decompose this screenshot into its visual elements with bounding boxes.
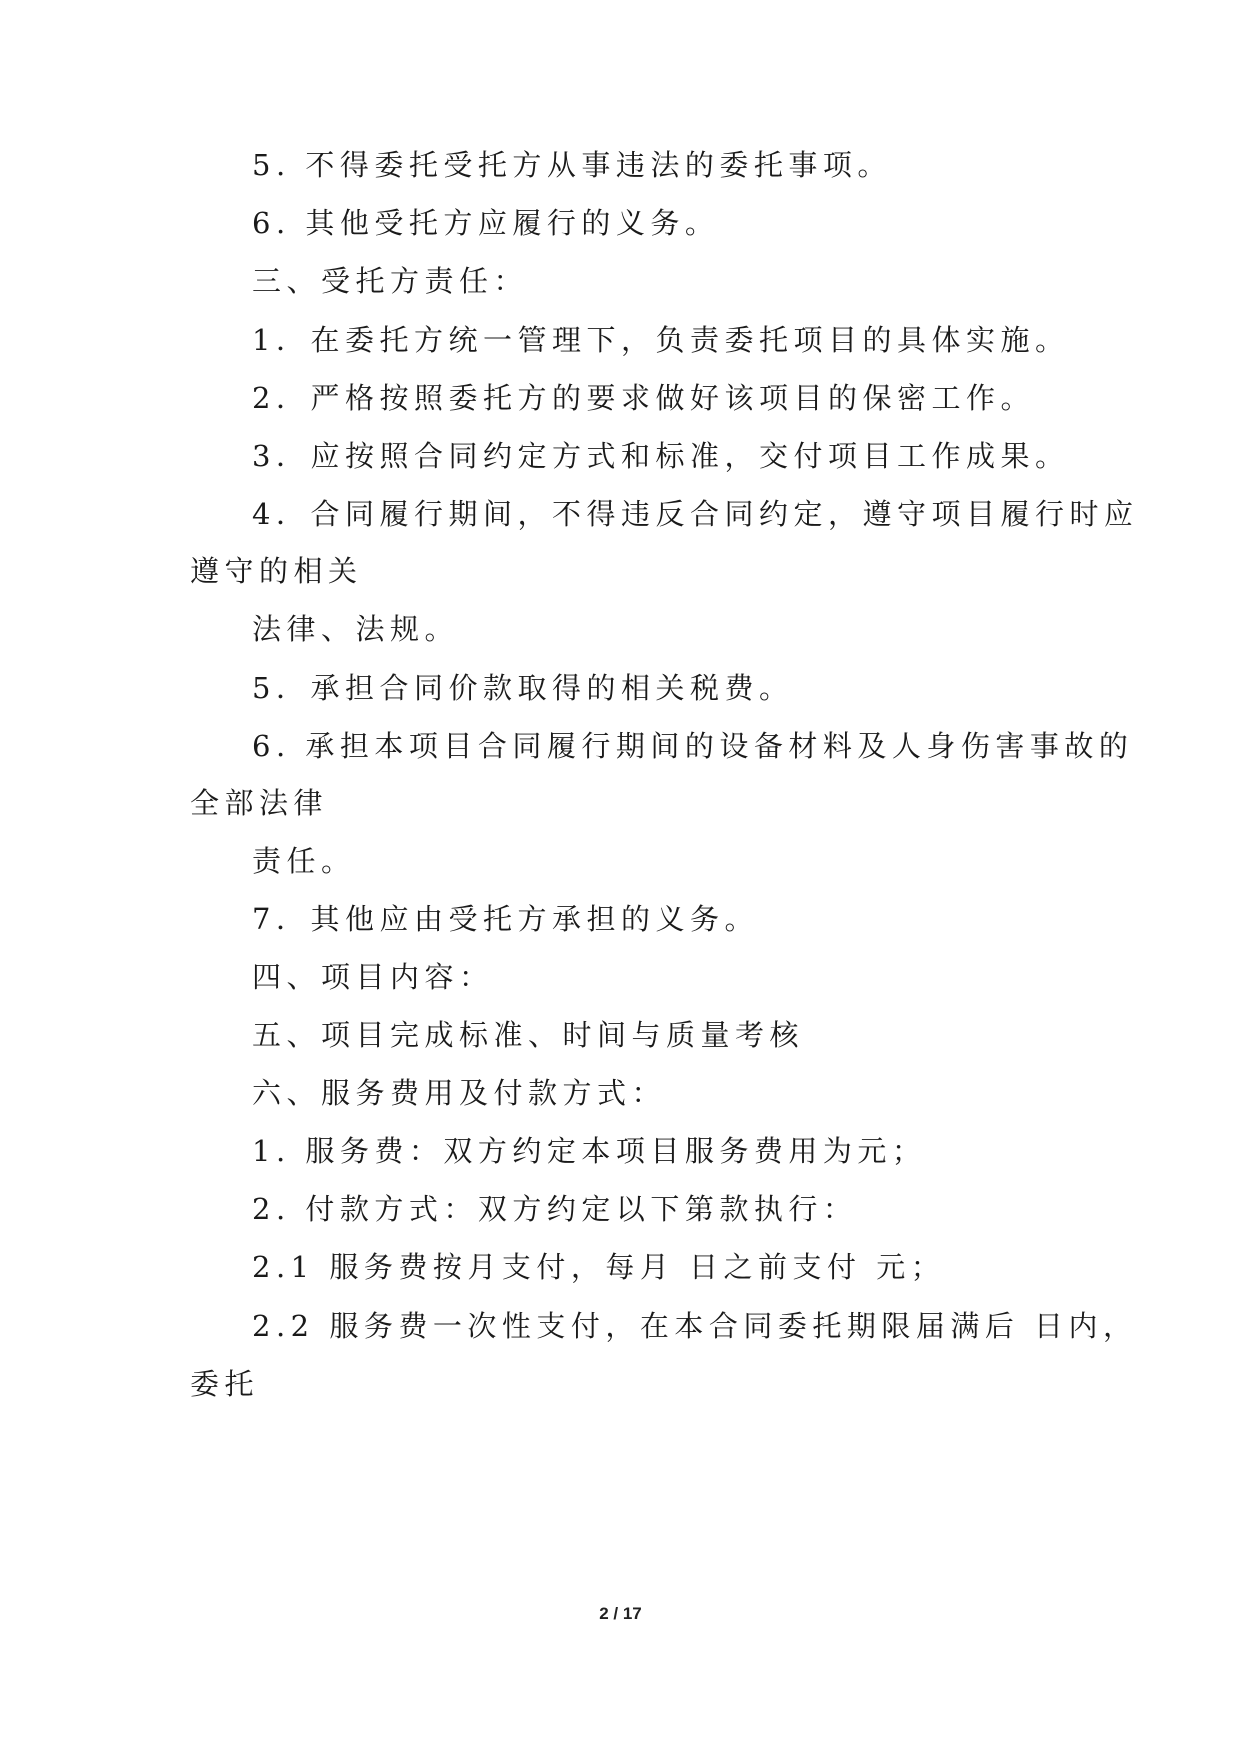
paragraph-line: 3．应按照合同约定方式和标准，交付项目工作成果。 bbox=[252, 439, 1070, 473]
section-heading: 六、服务费用及付款方式： bbox=[252, 1076, 667, 1110]
paragraph-line: 责任。 bbox=[252, 844, 356, 878]
paragraph-line: 6. 承担本项目合同履行期间的设备材料及人身伤害事故的 bbox=[252, 729, 1134, 763]
paragraph-line: 7．其他应由受托方承担的义务。 bbox=[252, 902, 759, 936]
paragraph-line: 6. 其他受托方应履行的义务。 bbox=[252, 206, 720, 240]
paragraph-line: 遵守的相关 bbox=[190, 554, 363, 588]
section-heading: 五、项目完成标准、时间与质量考核 bbox=[252, 1018, 805, 1052]
paragraph-line: 2. 付款方式：双方约定以下第款执行： bbox=[252, 1192, 858, 1226]
paragraph-line: 1．在委托方统一管理下，负责委托项目的具体实施。 bbox=[252, 323, 1070, 357]
section-heading: 四、项目内容： bbox=[252, 960, 494, 994]
paragraph-line: 4．合同履行期间，不得违反合同约定，遵守项目履行时应 bbox=[252, 497, 1139, 531]
paragraph-line: 5．承担合同价款取得的相关税费。 bbox=[252, 671, 794, 705]
paragraph-line: 法律、法规。 bbox=[252, 612, 460, 646]
paragraph-line: 2.1 服务费按月支付，每月 日之前支付 元； bbox=[252, 1250, 946, 1284]
page-number: 2 / 17 bbox=[599, 1604, 642, 1623]
paragraph-line: 1. 服务费：双方约定本项目服务费用为元； bbox=[252, 1134, 927, 1168]
paragraph-line: 2.2 服务费一次性支付，在本合同委托期限届满后 日内， bbox=[252, 1309, 1138, 1343]
paragraph-line: 5. 不得委托受托方从事违法的委托事项。 bbox=[252, 148, 892, 182]
section-heading: 三、受托方责任： bbox=[252, 264, 529, 298]
paragraph-line: 2．严格按照委托方的要求做好该项目的保密工作。 bbox=[252, 381, 1035, 415]
paragraph-line: 委托 bbox=[190, 1367, 260, 1401]
paragraph-line: 全部法律 bbox=[190, 786, 329, 820]
